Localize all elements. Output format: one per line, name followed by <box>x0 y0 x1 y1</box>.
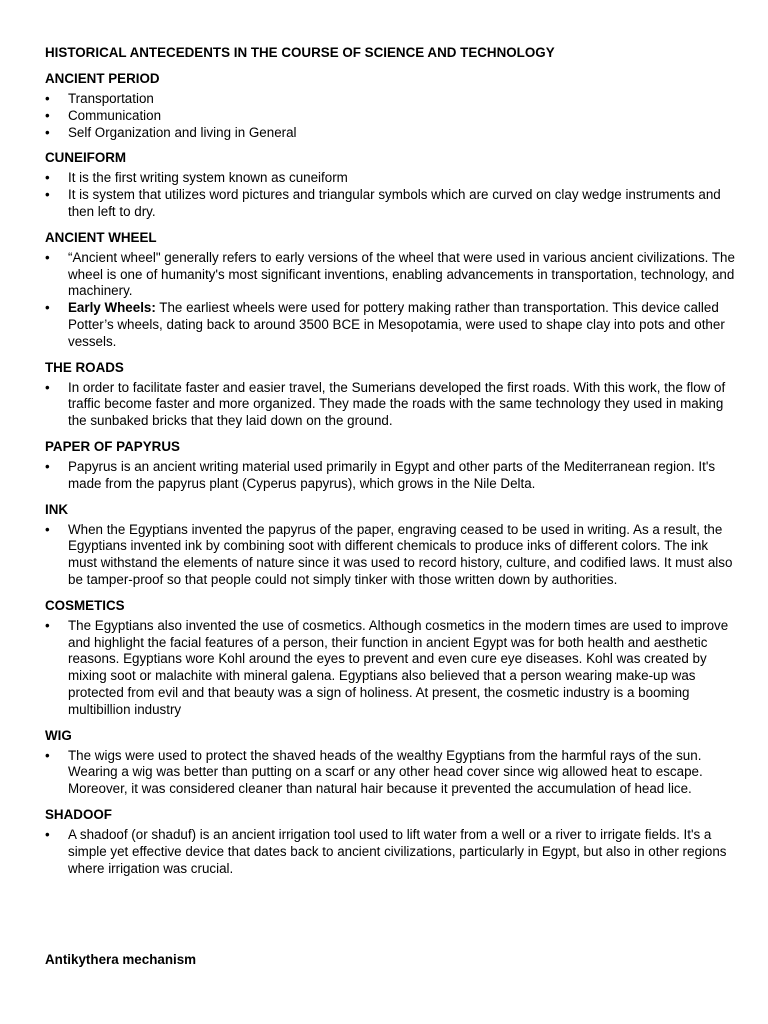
bullet-icon: • <box>45 379 50 395</box>
bullet-list <box>45 170 738 220</box>
item-text: The Egyptians also invented the use of cosmetics. Although cosmetics in the modern times are used to improve and highlight the facial features of a person, their function in ancient Egypt was for both health and aesthetic reasons. Egyptians wore Kohl around the eyes to prevent and even cure eye diseases. Kohl was created by mixing soot or malachite with mineral galena. Egyptians also believed that a person wearing make-up was protected from evil and that beauty was a sign of holiness. At present, the cosmetic industry is a booming multibillion industry <box>68 617 729 717</box>
section-heading: PAPER OF PAPYRUS <box>45 438 180 454</box>
item-text: The earliest wheels were used for pottery making rather than transportation. This device called Potter’s wheels, dating back to around 3500 BCE in Mesopotamia, were used to shape clay into pots and other vessels. <box>68 300 725 349</box>
list-item <box>45 250 738 300</box>
bullet-list <box>45 522 738 589</box>
bullet-list <box>45 748 738 798</box>
list-item <box>45 170 738 187</box>
section-heading: ANCIENT WHEEL <box>45 229 157 245</box>
item-text: It is the first writing system known as cuneiform <box>68 170 348 186</box>
bullet-icon: • <box>45 747 50 763</box>
item-text: A shadoof (or shaduf) is an ancient irrigation tool used to lift water from a well or a river to irrigate fields. It's a simple yet effective device that dates back to ancient civilizations, particularly in Egypt, but also in other regions where irrigation was crucial. <box>68 826 727 876</box>
section-heading: INK <box>45 501 69 517</box>
item-text: “Ancient wheel" generally refers to early versions of the wheel that were used in various ancient civilizations. The wheel is one of humanity's most significant inventions, enabling advancements in transportation, technology, and machinery. <box>68 249 735 299</box>
bullet-icon: • <box>45 107 50 123</box>
section-paper-of-papyrus <box>45 439 738 493</box>
bullet-icon: • <box>45 249 50 265</box>
bullet-icon: • <box>45 91 50 106</box>
section-heading: WIG <box>45 727 72 743</box>
item-text: Self Organization and living in General <box>68 124 297 140</box>
list-item <box>45 459 738 493</box>
section-cuneiform <box>45 150 738 220</box>
section-ink <box>45 502 738 589</box>
section-heading: COSMETICS <box>45 597 125 613</box>
item-text: Papyrus is an ancient writing material used primarily in Egypt and other parts of the Mediterranean region. It's made from the papyrus plant (Cyperus papyrus), which grows in the Nile Delta. <box>68 458 716 491</box>
bullet-list <box>45 618 738 719</box>
list-item <box>45 748 738 798</box>
bullet-list <box>45 459 738 493</box>
footer-heading: Antikythera mechanism <box>45 952 197 967</box>
bullet-list <box>45 91 738 141</box>
bullet-list <box>45 250 738 351</box>
section-heading: ANCIENT PERIOD <box>45 71 160 86</box>
document-body <box>45 71 738 877</box>
list-item <box>45 108 738 125</box>
bullet-icon: • <box>45 170 50 186</box>
bullet-list <box>45 380 738 430</box>
list-item <box>45 827 738 877</box>
list-item <box>45 300 738 350</box>
section-shadoof <box>45 807 738 877</box>
section-heading: THE ROADS <box>45 359 124 375</box>
bullet-icon: • <box>45 458 50 474</box>
list-item <box>45 187 738 221</box>
item-text: The wigs were used to protect the shaved heads of the wealthy Egyptians from the harmful rays of the sun. Wearing a wig was better than putting on a scarf or any other head cover since wig allowed heat to escape. Moreover, it was considered cleaner than natural hair because it prevented the accumulation of head lice. <box>68 747 703 797</box>
bullet-list <box>45 827 738 877</box>
section-cosmetics <box>45 598 738 719</box>
list-item <box>45 618 738 719</box>
bullet-icon: • <box>45 300 50 316</box>
bullet-icon: • <box>45 826 50 842</box>
item-text: It is system that utilizes word pictures and triangular symbols which are curved on clay wedge instruments and then left to dry. <box>68 187 721 219</box>
item-text: In order to facilitate faster and easier travel, the Sumerians developed the first roads. With this work, the flow of traffic become faster and more organized. They made the roads with the same technology they used in making the sunbaked bricks that they laid down on the ground. <box>68 379 726 429</box>
section-heading: CUNEIFORM <box>45 150 127 166</box>
section-heading: SHADOOF <box>45 806 112 822</box>
item-text: Transportation <box>68 91 154 106</box>
section-wig <box>45 728 738 798</box>
item-text: When the Egyptians invented the papyrus of the paper, engraving ceased to be used in writing. As a result, the Egyptians invented ink by combining soot with different chemicals to produce inks of different colors. The ink must withstand the elements of nature since it was used to record history, culture, and codified laws. It must also be tamper-proof so that people could not simply tinker with those written down by authorities. <box>68 521 733 587</box>
list-item <box>45 522 738 589</box>
list-item <box>45 125 738 142</box>
bullet-icon: • <box>45 187 50 203</box>
bullet-icon: • <box>45 521 50 537</box>
item-text: Communication <box>68 107 162 123</box>
bullet-icon: • <box>45 124 50 140</box>
list-item <box>45 91 738 108</box>
item-lead-label: Early Wheels: <box>68 300 156 316</box>
document-title: HISTORICAL ANTECEDENTS IN THE COURSE OF SCIENCE AND TECHNOLOGY <box>45 45 555 60</box>
section-ancient-period <box>45 71 738 141</box>
list-item <box>45 380 738 430</box>
section-ancient-wheel <box>45 230 738 351</box>
bullet-icon: • <box>45 617 50 633</box>
section-the-roads <box>45 360 738 430</box>
